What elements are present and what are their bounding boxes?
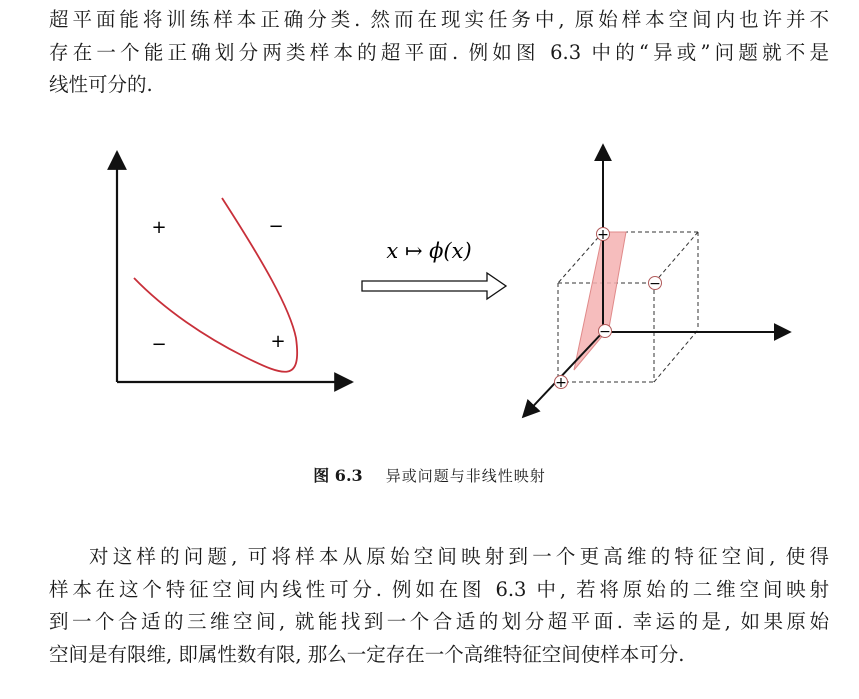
mapping-label: x ↦ ϕ(x) bbox=[386, 239, 472, 263]
left-mark-plus-top: + bbox=[151, 217, 167, 238]
sample-point-minus-origin bbox=[599, 324, 612, 340]
double-arrow-icon bbox=[362, 273, 506, 299]
paragraph-bottom bbox=[49, 541, 829, 671]
separating-hyperplane bbox=[574, 232, 626, 370]
sample-point-plus-top bbox=[597, 227, 610, 243]
text-line: 对这样的问题, 可将样本从原始空间映射到一个更高维的特征空间, 使得 bbox=[89, 545, 829, 568]
text-line: 样本在这个特征空间内线性可分. 例如在图 6.3 中, 若将原始的二维空间映射 bbox=[49, 577, 829, 601]
svg-text:+: + bbox=[555, 375, 567, 391]
mapping-arrow bbox=[362, 239, 506, 299]
svg-text:−: − bbox=[649, 276, 661, 292]
figure-caption bbox=[0, 465, 859, 487]
sample-point-minus-right bbox=[649, 276, 662, 292]
left-mark-minus-bottom: − bbox=[151, 334, 167, 355]
left-mark-minus-top: − bbox=[268, 216, 284, 237]
svg-text:−: − bbox=[599, 324, 611, 340]
figure-6-3 bbox=[0, 120, 859, 440]
text-line: 超平面能将训练样本正确分类. 然而在现实任务中, 原始样本空间内也许并不 bbox=[49, 8, 829, 31]
caption-label: 图 6.3 bbox=[313, 466, 363, 485]
text-line: 线性可分的. bbox=[49, 73, 153, 96]
caption-text: 异或问题与非线性映射 bbox=[385, 467, 546, 485]
text-line: 到一个合适的三维空间, 就能找到一个合适的划分超平面. 幸运的是, 如果原始 bbox=[49, 610, 829, 633]
text-line: 存在一个能正确划分两类样本的超平面. 例如图 6.3 中的“异或”问题就不是 bbox=[49, 40, 829, 64]
sample-point-plus-bottom bbox=[555, 375, 568, 391]
left-plot bbox=[117, 152, 352, 382]
right-plot bbox=[523, 145, 790, 417]
text-line: 空间是有限维, 即属性数有限, 那么一定存在一个高维特征空间使样本可分. bbox=[49, 642, 685, 666]
paragraph-top bbox=[49, 4, 829, 102]
figure-illustration bbox=[0, 120, 859, 440]
left-mark-plus-bottom: + bbox=[270, 331, 286, 352]
svg-text:+: + bbox=[597, 227, 609, 243]
